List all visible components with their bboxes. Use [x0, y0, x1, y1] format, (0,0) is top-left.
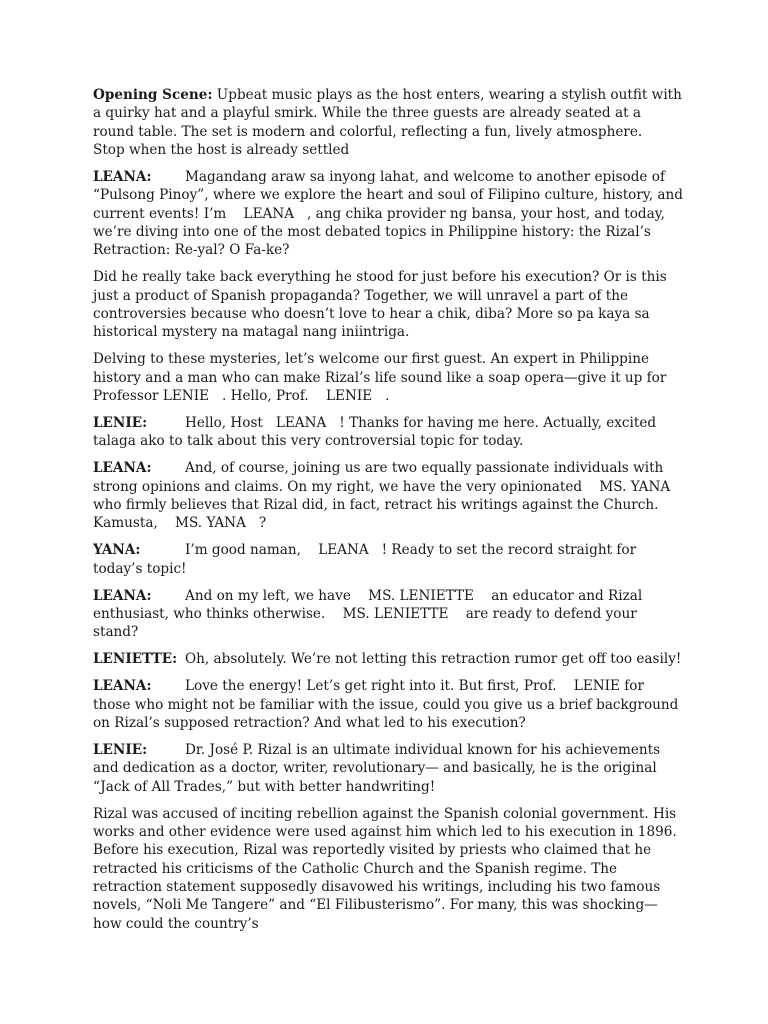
dialogue-text: Magandang araw sa inyong lahat, and welcome to another episode of “Pulsong Pinoy”, where we explore the heart and soul of Filipino culture, history, and current events! I’m LEANA , ang chika provider ng bansa, your host, and today, we’re diving into one of the most debated topics in Philippine history: the Rizal’s Retraction: Re-yal? O Fa-ke? [93, 168, 688, 259]
dialogue-line [93, 677, 683, 732]
dialogue-line-leana-intro [93, 168, 688, 259]
dialogue-text: Oh, absolutely. We’re not letting this retraction rumor get off too easily! [185, 651, 682, 668]
dialogue-text: Hello, Host LEANA ! Thanks for having me here. Actually, excited talaga ako to talk about this very controversial topic for today. [93, 414, 661, 450]
speaker-name: LENIE: [93, 414, 148, 431]
speaker-name: LENIETTE: [93, 651, 178, 668]
narration-paragraph: Rizal was accused of inciting rebellion against the Spanish colonial government. His works and other evidence were used against him which led to his execution in 1896. Before his execution, Rizal was reportedly visited by priests who claimed that he retracted his criticisms of the Catholic Church and the Spanish regime. The retraction statement supposedly disavowed his writings, including his two famous novels, “Noli Me Tangere” and “El Filibusterismo”. For many, this was shocking—how could the country’s [93, 805, 682, 932]
speaker-name: LEANA: [93, 168, 152, 185]
dialogue-text: And on my left, we have MS. LENIETTE an educator and Rizal enthusiast, who thinks otherwise. MS. LENIETTE are ready to defend your stand? [93, 587, 647, 641]
document-page [93, 86, 688, 942]
dialogue-text: I’m good naman, LEANA ! Ready to set the record straight for today’s topic! [93, 542, 641, 577]
dialogue-text: Love the energy! Let’s get right into it. But first, Prof. LENIE for those who might not be familiar with the issue, could you give us a brief background on Rizal’s supposed retraction? And what led to his execution? [93, 678, 683, 732]
opening-scene-text: Upbeat music plays as the host enters, wearing a stylish outfit with a quirky hat and a playful smirk. While the three guests are already seated at a round table. The set is modern and colorful, reflecting a fun, lively atmosphere. Stop when the host is already settled [93, 87, 687, 158]
opening-scene-label: Opening Scene: [93, 87, 213, 103]
dialogue-line [93, 459, 683, 532]
speaker-name: LENIE: [93, 742, 148, 759]
dialogue-text: Dr. José P. Rizal is an ultimate individual known for his achievements and dedication as a doctor, writer, revolutionary— and basically, he is the original “Jack of All Trades,” but with better handwriting! [93, 742, 665, 795]
speaker-name: LEANA: [93, 460, 152, 477]
speaker-name: YANA: [93, 542, 141, 559]
dialogue-line [93, 650, 683, 668]
narration-paragraph: Delving to these mysteries, let’s welcome our first guest. An expert in Philippine history and a man who can make Rizal’s life sound like a soap opera—give it up for Professor LENIE . Hello, Prof. LENIE . [93, 351, 671, 404]
dialogue-line [93, 587, 683, 642]
speaker-name: LEANA: [93, 678, 152, 695]
dialogue-line [93, 414, 683, 451]
dialogue-line [93, 541, 683, 578]
opening-scene-paragraph [93, 86, 687, 159]
dialogue-line [93, 741, 683, 796]
dialogue-text: And, of course, joining us are two equally passionate individuals with strong opinions and claims. On my right, we have the very opinionated MS. YANA who firmly believes that Rizal did, in fact, retract his writings against the Church. Kamusta, MS. YANA ? [93, 460, 675, 532]
speaker-name: LEANA: [93, 587, 152, 604]
narration-paragraph: Did he really take back everything he stood for just before his execution? Or is this just a product of Spanish propaganda? Together, we will unravel a part of the controversies because who doesn’t love to hear a chik, diba? More so pa kaya sa historical mystery na matagal nang iniintriga. [93, 269, 672, 341]
